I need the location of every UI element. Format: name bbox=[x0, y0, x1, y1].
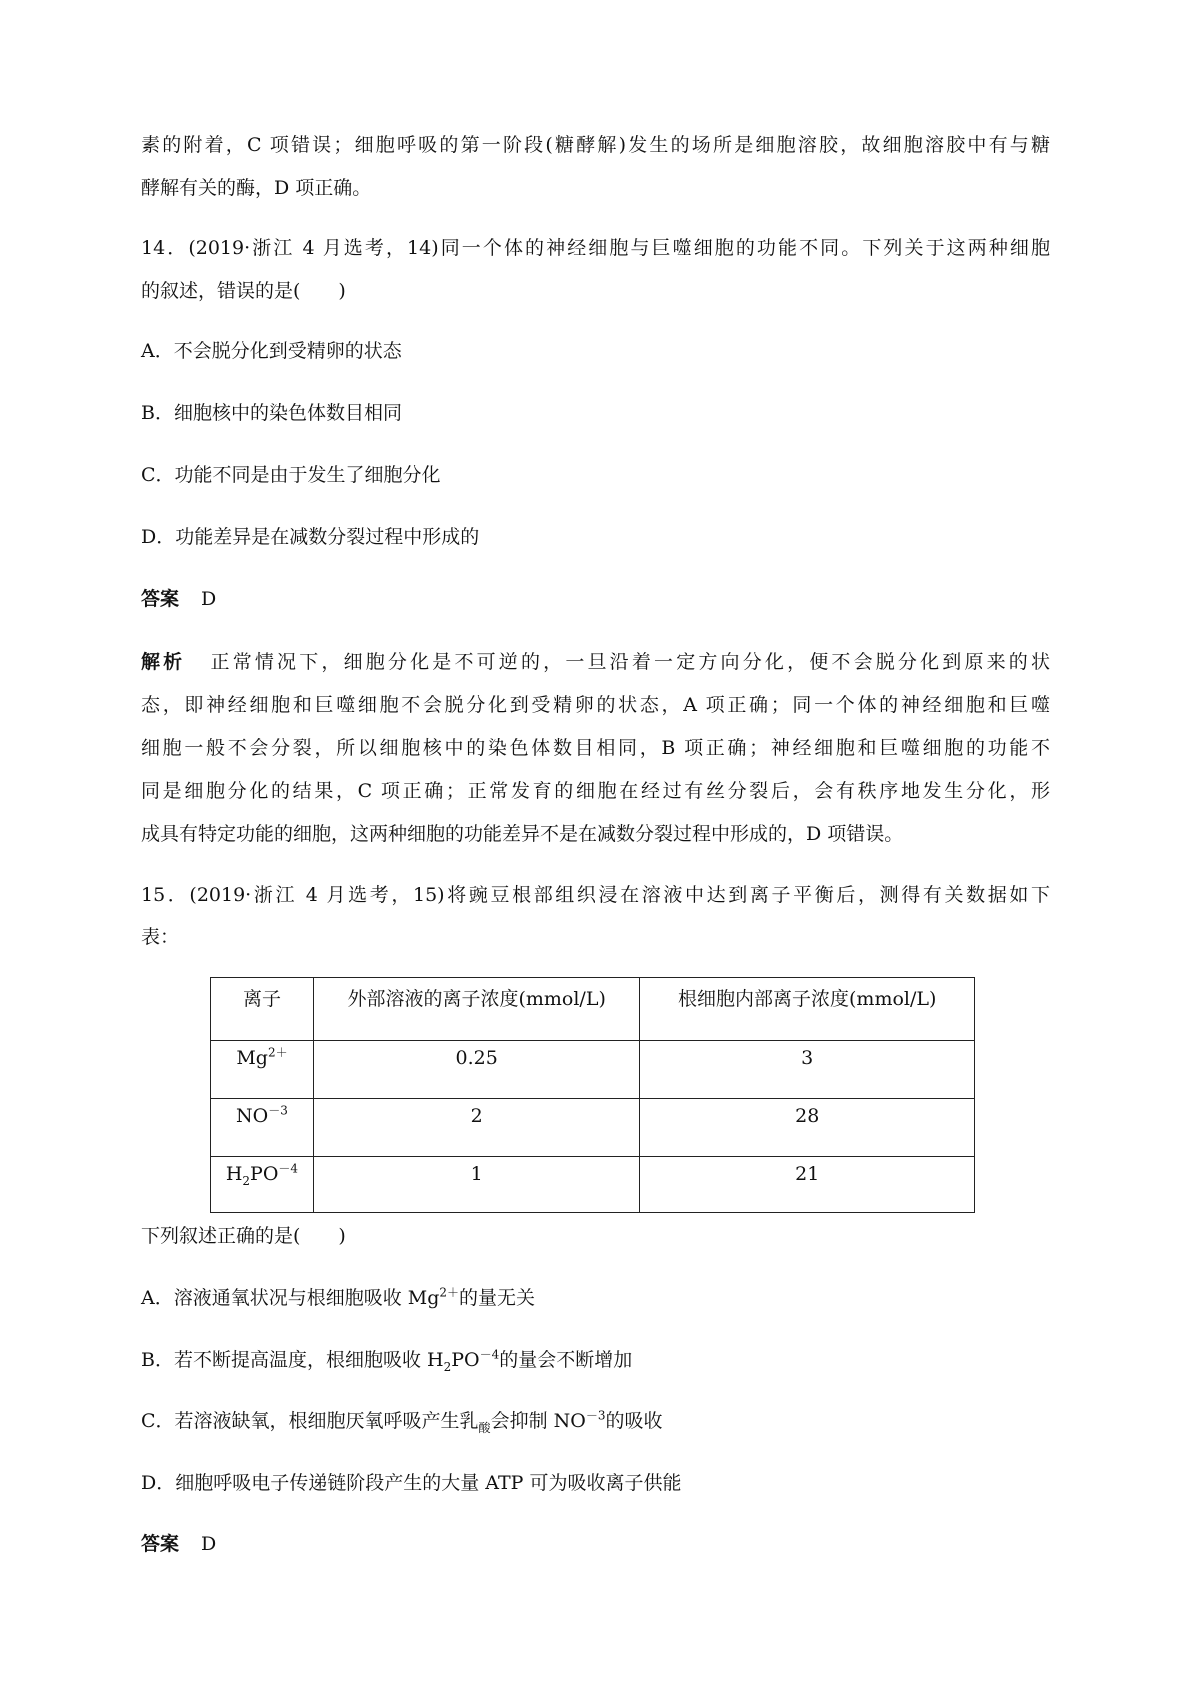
q15-option-a bbox=[141, 1283, 535, 1313]
ion-cell bbox=[211, 1041, 314, 1099]
ion-charge: －4 bbox=[278, 1161, 299, 1176]
option-text: 的吸收 bbox=[605, 1410, 663, 1432]
outer-concentration-cell: 2 bbox=[313, 1099, 640, 1157]
option-text: C．若溶液缺氧，根细胞厌氧呼吸产生乳 bbox=[141, 1410, 479, 1432]
outer-concentration-cell: 0.25 bbox=[313, 1041, 640, 1099]
ion-charge: －3 bbox=[268, 1103, 288, 1118]
q14-option-b: B．细胞核中的染色体数目相同 bbox=[141, 402, 402, 424]
option-sub: 酸 bbox=[478, 1420, 491, 1435]
ion-cell bbox=[211, 1157, 314, 1213]
q15-question: 下列叙述正确的是( ) bbox=[141, 1225, 346, 1247]
q14-answer-label: 答案 bbox=[141, 588, 180, 610]
q14-analysis-line-5: 成具有特定功能的细胞，这两种细胞的功能差异不是在减数分裂过程中形成的，D 项错误。 bbox=[141, 823, 904, 845]
table-row bbox=[211, 1157, 975, 1213]
option-text: PO bbox=[451, 1349, 480, 1371]
q15-answer bbox=[141, 1529, 216, 1559]
q14-analysis-text-1: 正常情况下，细胞分化是不可逆的，一旦沿着一定方向分化，便不会脱分化到原来的状 bbox=[207, 651, 1050, 673]
q14-analysis-line-1 bbox=[141, 647, 1050, 677]
option-text: 的量会不断增加 bbox=[499, 1349, 633, 1371]
q14-answer-value: D bbox=[201, 588, 217, 610]
option-text: B．若不断提高温度，根细胞吸收 H bbox=[141, 1349, 444, 1371]
ion-subscript: 2 bbox=[242, 1173, 251, 1188]
q15-option-b bbox=[141, 1345, 632, 1375]
q14-analysis-line-3: 细胞一般不会分裂，所以细胞核中的染色体数目相同，B 项正确；神经细胞和巨噬细胞的功能不 bbox=[141, 737, 1050, 759]
option-text: 会抑制 NO bbox=[490, 1410, 586, 1432]
option-sup: －3 bbox=[585, 1408, 606, 1423]
prev-explanation-line-1: 素的附着，C 项错误；细胞呼吸的第一阶段(糖酵解)发生的场所是细胞溶胶，故细胞溶胶中有与糖 bbox=[141, 134, 1050, 156]
q14-option-a: A．不会脱分化到受精卵的状态 bbox=[141, 340, 402, 362]
q14-option-d: D．功能差异是在减数分裂过程中形成的 bbox=[141, 526, 480, 548]
ion-formula-tail: PO bbox=[250, 1163, 279, 1185]
q14-stem-line-1: 14．(2019·浙江 4 月选考，14)同一个体的神经细胞与巨噬细胞的功能不同。下列关于这两种细胞 bbox=[141, 237, 1050, 259]
q15-stem-line-2: 表： bbox=[141, 926, 180, 948]
header-outer-concentration: 外部溶液的离子浓度(mmol/L) bbox=[313, 978, 640, 1041]
q14-stem-line-2: 的叙述，错误的是( ) bbox=[141, 280, 346, 302]
q14-analysis-line-2: 态，即神经细胞和巨噬细胞不会脱分化到受精卵的状态，A 项正确；同一个体的神经细胞和巨噬 bbox=[141, 694, 1050, 716]
q15-stem-line-1: 15．(2019·浙江 4 月选考，15)将豌豆根部组织浸在溶液中达到离子平衡后，测得有关数据如下 bbox=[141, 884, 1050, 906]
outer-concentration-cell: 1 bbox=[313, 1157, 640, 1213]
q15-answer-value: D bbox=[201, 1533, 217, 1555]
q14-answer bbox=[141, 584, 216, 614]
inner-concentration-cell: 3 bbox=[640, 1041, 975, 1099]
q14-analysis-line-4: 同是细胞分化的结果，C 项正确；正常发育的细胞在经过有丝分裂后，会有秩序地发生分化，形 bbox=[141, 780, 1050, 802]
q14-analysis-label: 解析 bbox=[141, 651, 186, 673]
option-sub: 2 bbox=[443, 1359, 452, 1374]
table-row bbox=[211, 1099, 975, 1157]
ion-concentration-table bbox=[210, 977, 975, 1213]
option-text: A．溶液通氧状况与根细胞吸收 Mg bbox=[141, 1287, 440, 1309]
inner-concentration-cell: 21 bbox=[640, 1157, 975, 1213]
table-row bbox=[211, 1041, 975, 1099]
ion-formula: NO bbox=[236, 1105, 269, 1127]
prev-explanation-line-2: 酵解有关的酶，D 项正确。 bbox=[141, 177, 372, 199]
q15-answer-label: 答案 bbox=[141, 1533, 180, 1555]
ion-formula: H bbox=[225, 1163, 243, 1185]
ion-formula: Mg bbox=[236, 1047, 268, 1069]
ion-cell bbox=[211, 1099, 314, 1157]
inner-concentration-cell: 28 bbox=[640, 1099, 975, 1157]
option-sup: －4 bbox=[479, 1347, 500, 1362]
q15-option-d: D．细胞呼吸电子传递链阶段产生的大量 ATP 可为吸收离子供能 bbox=[141, 1472, 682, 1494]
option-text: 的量无关 bbox=[459, 1287, 536, 1309]
option-sup: 2＋ bbox=[439, 1285, 460, 1300]
header-ion: 离子 bbox=[211, 978, 314, 1041]
q14-option-c: C．功能不同是由于发生了细胞分化 bbox=[141, 464, 441, 486]
header-inner-concentration: 根细胞内部离子浓度(mmol/L) bbox=[640, 978, 975, 1041]
ion-charge: 2＋ bbox=[267, 1045, 288, 1060]
table-header-row bbox=[211, 978, 975, 1041]
q15-option-c bbox=[141, 1406, 662, 1436]
